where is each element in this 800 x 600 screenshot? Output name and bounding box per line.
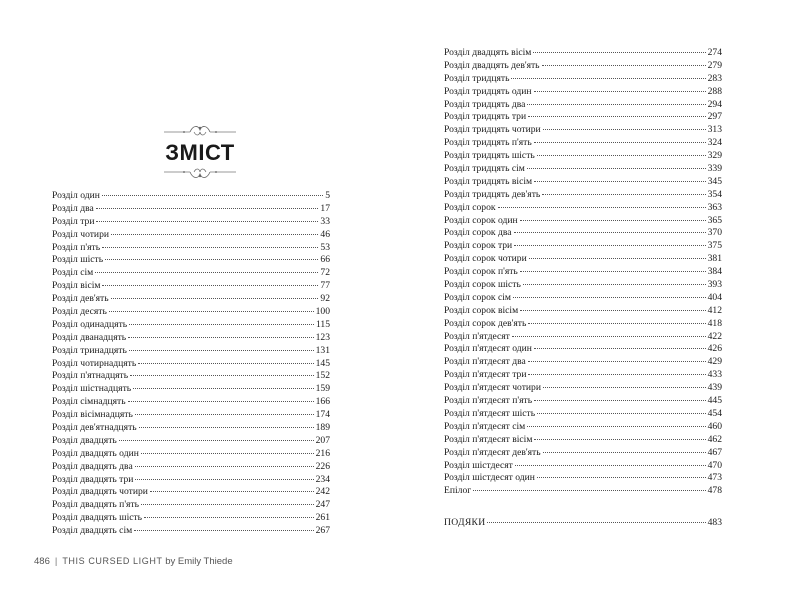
- toc-entry: [444, 485, 722, 498]
- dot-leader: [537, 413, 706, 414]
- toc-entry: [52, 280, 330, 293]
- toc-entry-title: Розділ чотири: [52, 228, 109, 240]
- dot-leader: [128, 337, 313, 338]
- dot-leader: [119, 440, 314, 441]
- toc-entry-title: Розділ двадцять дев'ять: [444, 59, 540, 71]
- toc-entry-page: 159: [315, 383, 330, 395]
- dot-leader: [520, 271, 706, 272]
- toc-entry-page: 53: [320, 241, 330, 253]
- toc-list-left: [52, 190, 330, 538]
- toc-entry-title: Розділ сорок сім: [444, 291, 511, 303]
- toc-entry-page: 288: [707, 85, 722, 97]
- toc-entry-title: Розділ десять: [52, 306, 107, 318]
- toc-entry-title: Епілог: [444, 485, 472, 497]
- toc-entry-page: 294: [707, 98, 722, 110]
- dot-leader: [111, 234, 318, 235]
- toc-entry-title: ПОДЯКИ: [444, 517, 486, 529]
- toc-entry-page: 131: [315, 344, 330, 356]
- toc-entry-page: 174: [315, 409, 330, 421]
- toc-entry-page: 370: [707, 227, 722, 239]
- toc-entry-page: 313: [707, 124, 722, 136]
- toc-entry-title: Розділ тридцять дев'ять: [444, 188, 541, 200]
- toc-entry: [52, 435, 330, 448]
- dot-leader: [135, 414, 314, 415]
- toc-entry-page: 324: [707, 137, 722, 149]
- toc-entry-page: 439: [707, 382, 722, 394]
- toc-entry: [52, 512, 330, 525]
- toc-entry-title: Розділ дванадцять: [52, 331, 127, 343]
- toc-entry-title: Розділ п'ятдесят дев'ять: [444, 446, 541, 458]
- toc-entry: [52, 203, 330, 216]
- page-footer: [34, 556, 233, 567]
- dot-leader: [520, 220, 706, 221]
- toc-entry: [52, 486, 330, 499]
- toc-entry-title: Розділ шістдесят: [444, 459, 513, 471]
- toc-entry-page: 226: [315, 460, 330, 472]
- toc-entry-page: 72: [320, 267, 330, 279]
- toc-entry-title: Розділ тринадцять: [52, 344, 127, 356]
- toc-entry-title: Розділ вісім: [52, 280, 101, 292]
- toc-entry-title: Розділ шістнадцять: [52, 383, 132, 395]
- toc-entry: [52, 461, 330, 474]
- toc-entry-title: Розділ двадцять п'ять: [52, 499, 140, 511]
- dot-leader: [534, 400, 706, 401]
- dot-leader: [512, 336, 706, 337]
- ornament-bottom: [160, 165, 240, 181]
- toc-entry-title: Розділ сорок: [444, 201, 496, 213]
- toc-entry-title: Розділ п'ятдесят сім: [444, 420, 526, 432]
- toc-entry: [444, 215, 722, 228]
- toc-entry: [52, 267, 330, 280]
- dot-leader: [95, 272, 318, 273]
- toc-entry-title: Розділ п'ять: [52, 241, 101, 253]
- toc-entry: [444, 99, 722, 112]
- toc-entry-page: 247: [315, 499, 330, 511]
- toc-entry: [444, 305, 722, 318]
- toc-entry-page: 345: [707, 175, 722, 187]
- toc-entry-title: Розділ п'ятдесят вісім: [444, 433, 533, 445]
- toc-entry-title: Розділ п'ятдесят шість: [444, 407, 536, 419]
- toc-entry: [444, 421, 722, 434]
- toc-entry-page: 46: [320, 228, 330, 240]
- toc-entry-page: 454: [707, 407, 722, 419]
- dot-leader: [514, 245, 705, 246]
- toc-entry-title: Розділ шість: [52, 254, 104, 266]
- dot-leader: [96, 208, 319, 209]
- toc-entry-title: Розділ п'ятдесят п'ять: [444, 395, 533, 407]
- footer-author: by Emily Thiede: [165, 556, 233, 567]
- toc-entry: [52, 319, 330, 332]
- toc-entry-page: 33: [320, 215, 330, 227]
- toc-entry-page: 418: [707, 317, 722, 329]
- dot-leader: [534, 439, 705, 440]
- toc-entry-title: Розділ двадцять: [52, 434, 117, 446]
- toc-entry-page: 166: [315, 396, 330, 408]
- toc-entry-title: Розділ сорок шість: [444, 279, 521, 291]
- dot-leader: [129, 324, 314, 325]
- toc-entry-page: 426: [707, 343, 722, 355]
- toc-entry-title: Розділ п'ятдесят чотири: [444, 382, 541, 394]
- dot-leader: [511, 78, 705, 79]
- dot-leader: [520, 310, 705, 311]
- dot-leader: [534, 91, 706, 92]
- toc-entry-page: 92: [320, 293, 330, 305]
- toc-entry: [444, 318, 722, 331]
- toc-entry-title: Розділ сорок дев'ять: [444, 317, 527, 329]
- dot-leader: [515, 465, 706, 466]
- toc-entry-page: 429: [707, 356, 722, 368]
- toc-entry: [444, 47, 722, 60]
- dot-leader: [543, 387, 706, 388]
- dot-leader: [498, 207, 706, 208]
- toc-entry-page: 123: [315, 331, 330, 343]
- toc-entry-title: Розділ п'ятдесят два: [444, 356, 526, 368]
- toc-entry-page: 261: [315, 512, 330, 524]
- toc-entry-title: Розділ одинадцять: [52, 318, 128, 330]
- toc-entry-title: Розділ дев'ять: [52, 293, 109, 305]
- dot-leader: [473, 490, 705, 491]
- dot-leader: [543, 129, 706, 130]
- dot-leader: [144, 517, 314, 518]
- toc-entry: [444, 189, 722, 202]
- toc-entry-page: 100: [315, 306, 330, 318]
- footer-separator: |: [54, 556, 58, 567]
- dot-leader: [141, 504, 314, 505]
- toc-entry-page: 381: [707, 253, 722, 265]
- toc-entry: [444, 382, 722, 395]
- toc-entry-title: Розділ двадцять сім: [52, 525, 133, 537]
- toc-list-right: [444, 47, 722, 530]
- toc-entry-title: Розділ один: [52, 190, 100, 201]
- dot-leader: [528, 116, 705, 117]
- dot-leader: [529, 258, 706, 259]
- toc-entry-page: 297: [707, 111, 722, 123]
- toc-entry-page: 66: [320, 254, 330, 266]
- dot-leader: [134, 530, 313, 531]
- toc-entry: [444, 150, 722, 163]
- dot-leader: [487, 522, 705, 523]
- ornament-top: [160, 123, 240, 139]
- toc-heading: ЗМІСТ: [165, 140, 235, 165]
- dot-leader: [150, 491, 314, 492]
- toc-entry-page: 145: [315, 357, 330, 369]
- toc-entry-title: Розділ двадцять три: [52, 473, 134, 485]
- toc-entry: [52, 216, 330, 229]
- toc-entry-page: 279: [707, 59, 722, 71]
- toc-entry-page: 393: [707, 279, 722, 291]
- toc-entry-title: Розділ тридцять один: [444, 85, 532, 97]
- toc-entry: [444, 60, 722, 73]
- dot-leader: [537, 155, 706, 156]
- toc-entry-title: Розділ тридцять: [444, 72, 510, 84]
- toc-entry-page: 375: [707, 240, 722, 252]
- toc-entry-page: 412: [707, 304, 722, 316]
- toc-entry-page: 207: [315, 434, 330, 446]
- toc-entry-page: 267: [315, 525, 330, 537]
- toc-entry: [444, 266, 722, 279]
- toc-entry: [52, 190, 330, 203]
- toc-entry-title: Розділ чотирнадцять: [52, 357, 137, 369]
- toc-entry-title: Розділ двадцять один: [52, 447, 139, 459]
- toc-entry-page: 189: [315, 422, 330, 434]
- dot-leader: [139, 427, 314, 428]
- dot-leader: [102, 195, 323, 196]
- toc-entry-page: 242: [315, 486, 330, 498]
- dot-leader: [96, 221, 318, 222]
- toc-entry-title: Розділ сім: [52, 267, 94, 279]
- toc-entry-title: Розділ п'ятнадцять: [52, 370, 129, 382]
- toc-entry-title: Розділ тридцять п'ять: [444, 137, 532, 149]
- toc-entry: [444, 460, 722, 473]
- toc-entry: [52, 525, 330, 538]
- toc-entry-title: Розділ двадцять вісім: [444, 47, 532, 58]
- toc-entry-title: Розділ п'ятдесят три: [444, 369, 527, 381]
- dot-leader: [528, 361, 706, 362]
- toc-entry-page: 363: [707, 201, 722, 213]
- toc-entry: [444, 331, 722, 344]
- toc-entry: [444, 447, 722, 460]
- toc-entry-page: 460: [707, 420, 722, 432]
- toc-entry-page: 283: [707, 72, 722, 84]
- dot-leader: [513, 297, 706, 298]
- toc-entry-page: 433: [707, 369, 722, 381]
- toc-entry-title: Розділ вісімнадцять: [52, 409, 133, 421]
- toc-entry: [444, 356, 722, 369]
- toc-entry-title: Розділ тридцять два: [444, 98, 526, 110]
- dot-leader: [527, 426, 705, 427]
- toc-entry-page: 115: [315, 318, 330, 330]
- toc-entry-page: 422: [707, 330, 722, 342]
- toc-entry: [444, 86, 722, 99]
- toc-entry-page: 339: [707, 163, 722, 175]
- toc-entry: [52, 254, 330, 267]
- dot-leader: [533, 52, 705, 53]
- toc-entry-page: 470: [707, 459, 722, 471]
- toc-entry-page: 354: [707, 188, 722, 200]
- toc-entry: [52, 383, 330, 396]
- toc-entry-page: 5: [325, 190, 330, 201]
- toc-entry-title: Розділ сорок два: [444, 227, 512, 239]
- toc-entry: [444, 163, 722, 176]
- toc-entry-page: 445: [707, 395, 722, 407]
- dot-leader: [138, 363, 313, 364]
- dot-leader: [534, 181, 706, 182]
- dot-leader: [534, 348, 706, 349]
- toc-entry: [52, 358, 330, 371]
- toc-entry: [444, 279, 722, 292]
- toc-entry-title: Розділ три: [52, 215, 95, 227]
- toc-entry-title: Розділ тридцять чотири: [444, 124, 541, 136]
- toc-entry: [444, 369, 722, 382]
- toc-entry-title: Розділ сорок один: [444, 214, 518, 226]
- toc-entry-page: 384: [707, 266, 722, 278]
- dot-leader: [102, 285, 318, 286]
- toc-entry-page: 152: [315, 370, 330, 382]
- toc-entry-page: 365: [707, 214, 722, 226]
- toc-entry-title: Розділ тридцять три: [444, 111, 527, 123]
- toc-entry: [444, 343, 722, 356]
- toc-entry: [444, 176, 722, 189]
- toc-entry-title: Розділ двадцять чотири: [52, 486, 148, 498]
- dot-leader: [102, 247, 318, 248]
- toc-entry: [52, 332, 330, 345]
- toc-entry: [444, 73, 722, 86]
- dot-leader: [109, 311, 314, 312]
- toc-entry: [52, 499, 330, 512]
- dot-leader: [527, 104, 705, 105]
- toc-entry-title: Розділ дев'ятнадцять: [52, 422, 137, 434]
- dot-leader: [523, 284, 706, 285]
- toc-entry-page: 329: [707, 150, 722, 162]
- dot-leader: [111, 298, 319, 299]
- dot-leader: [135, 466, 314, 467]
- toc-entry-title: Розділ п'ятдесят один: [444, 343, 532, 355]
- dot-leader: [537, 477, 706, 478]
- dot-leader: [130, 375, 314, 376]
- toc-entry-page: 467: [707, 446, 722, 458]
- dot-leader: [528, 374, 705, 375]
- dot-leader: [141, 453, 314, 454]
- toc-entry: [444, 240, 722, 253]
- toc-entry-page: 216: [315, 447, 330, 459]
- toc-entry-page: 473: [707, 472, 722, 484]
- toc-entry-title: Розділ тридцять вісім: [444, 175, 533, 187]
- dot-leader: [527, 168, 706, 169]
- toc-entry-title: Розділ сорок три: [444, 240, 513, 252]
- toc-entry-page: 462: [707, 433, 722, 445]
- dot-leader: [133, 388, 313, 389]
- toc-entry: [444, 111, 722, 124]
- dot-leader: [534, 142, 706, 143]
- dot-leader: [128, 401, 314, 402]
- toc-entry: [444, 395, 722, 408]
- dot-leader: [129, 350, 314, 351]
- dot-leader: [542, 194, 705, 195]
- toc-entry-title: Розділ шістдесят один: [444, 472, 535, 484]
- toc-entry-title: Розділ тридцять сім: [444, 163, 525, 175]
- toc-entry-page: 274: [707, 47, 722, 58]
- dot-leader: [135, 479, 313, 480]
- toc-entry-title: Розділ сорок вісім: [444, 304, 519, 316]
- toc-entry: [52, 242, 330, 255]
- toc-spacer: [444, 498, 722, 517]
- toc-entry-title: Розділ двадцять шість: [52, 512, 143, 524]
- dot-leader: [543, 452, 706, 453]
- toc-entry: [444, 253, 722, 266]
- toc-entry: [444, 202, 722, 215]
- toc-entry: [52, 229, 330, 242]
- right-page: [400, 0, 800, 600]
- toc-entry: [52, 370, 330, 383]
- footer-book-title: THIS CURSED LIGHT: [62, 556, 163, 566]
- dot-leader: [542, 65, 706, 66]
- toc-entry: [52, 293, 330, 306]
- toc-entry-title: Розділ сорок чотири: [444, 253, 527, 265]
- toc-entry: [52, 345, 330, 358]
- toc-entry-page: 483: [707, 517, 722, 529]
- toc-entry-title: Розділ двадцять два: [52, 460, 133, 472]
- toc-entry: [52, 409, 330, 422]
- dot-leader: [105, 259, 318, 260]
- toc-entry-page: 17: [320, 202, 330, 214]
- toc-entry-title: Розділ п'ятдесят: [444, 330, 510, 342]
- toc-entry: [444, 472, 722, 485]
- toc-entry: [444, 227, 722, 240]
- toc-entry-title: Розділ два: [52, 202, 94, 214]
- toc-entry: [52, 422, 330, 435]
- toc-entry-page: 234: [315, 473, 330, 485]
- toc-entry: [52, 306, 330, 319]
- toc-entry: [444, 292, 722, 305]
- toc-entry-title: Розділ сімнадцять: [52, 396, 126, 408]
- toc-entry: [444, 408, 722, 421]
- toc-entry: [52, 474, 330, 487]
- dot-leader: [528, 323, 705, 324]
- toc-entry-page: 77: [320, 280, 330, 292]
- toc-entry: [444, 434, 722, 447]
- toc-entry: [444, 137, 722, 150]
- toc-entry-page: 404: [707, 291, 722, 303]
- toc-entry: [52, 448, 330, 461]
- toc-entry-title: Розділ тридцять шість: [444, 150, 535, 162]
- dot-leader: [514, 232, 706, 233]
- toc-entry-title: Розділ сорок п'ять: [444, 266, 518, 278]
- toc-entry: [444, 124, 722, 137]
- toc-entry-page: 478: [707, 485, 722, 497]
- toc-entry: [52, 396, 330, 409]
- footer-page-number: 486: [34, 556, 50, 567]
- toc-entry-acknowledgments: [444, 517, 722, 530]
